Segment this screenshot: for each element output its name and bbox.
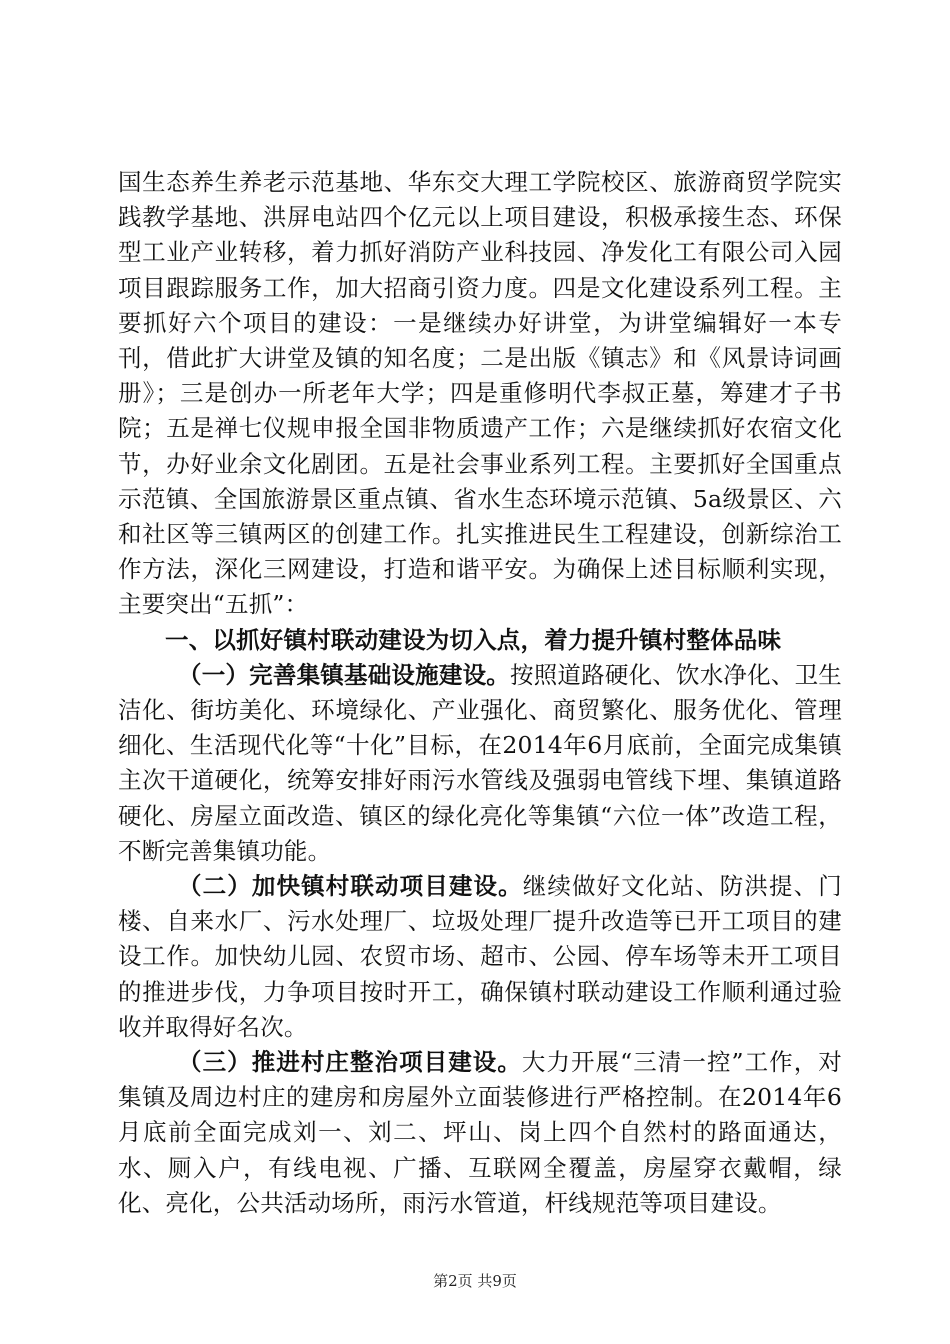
subsection-3-title: （三）推进村庄整治项目建设。: [178, 1048, 522, 1077]
page-number-label: 第2页 共9页: [433, 1272, 517, 1290]
subsection-1: [118, 658, 842, 869]
subsection-2-body: 继续做好文化站、防洪提、门楼、自来水厂、污水处理厂、垃圾处理厂提升改造等已开工项目的建设工作。加快幼儿园、农贸市场、超市、公园、停车场等未开工项目的推进步伐，力争项目按时开工，确保镇村联动建设工作顺利通过验收并取得好名次。: [118, 872, 842, 1041]
subsection-1-body: 按照道路硬化、饮水净化、卫生洁化、街坊美化、环境绿化、产业强化、商贸繁化、服务优化、管理细化、生活现代化等“十化”目标，在2014年6月底前，全面完成集镇主次干道硬化，统筹安排好雨污水管线及强弱电管线下埋、集镇道路硬化、房屋立面改造、镇区的绿化亮化等集镇“六位一体”改造工程，不断完善集镇功能。: [118, 660, 842, 865]
page-footer: [0, 1270, 950, 1291]
paragraph-continued: 国生态养生养老示范基地、华东交大理工学院校区、旅游商贸学院实践教学基地、洪屏电站四个亿元以上项目建设，积极承接生态、环保型工业产业转移，着力抓好消防产业科技园、净发化工有限公司入园项目跟踪服务工作，加大招商引资力度。四是文化建设系列工程。主要抓好六个项目的建设：一是继续办好讲堂，为讲堂编辑好一本专刊，借此扩大讲堂及镇的知名度；二是出版《镇志》和《风景诗词画册》；三是创办一所老年大学；四是重修明代李叔正墓，筹建才子书院；五是禅七仪规申报全国非物质遗产工作；六是继续抓好农宿文化节，办好业余文化剧团。五是社会事业系列工程。主要抓好全国重点示范镇、全国旅游景区重点镇、省水生态环境示范镇、5a级景区、六和社区等三镇两区的创建工作。扎实推进民生工程建设，创新综治工作方法，深化三网建设，打造和谐平安。为确保上述目标顺利实现，主要突出“五抓”：: [118, 168, 842, 619]
document-body: [118, 165, 842, 1221]
subsection-2: [118, 869, 842, 1045]
subsection-1-title: （一）完善集镇基础设施建设。: [178, 660, 510, 689]
section-heading-1: 一、以抓好镇村联动建设为切入点，着力提升镇村整体品味: [165, 625, 782, 654]
subsection-3: [118, 1045, 842, 1221]
subsection-3-body: 大力开展“三清一控”工作，对集镇及周边村庄的建房和房屋外立面装修进行严格控制。在2014年6月底前全面完成刘一、刘二、坪山、岗上四个自然村的路面通达，水、厕入户，有线电视、广播、互联网全覆盖，房屋穿衣戴帽，绿化、亮化，公共活动场所，雨污水管道，杆线规范等项目建设。: [118, 1048, 842, 1217]
subsection-2-title: （二）加快镇村联动项目建设。: [178, 872, 523, 901]
